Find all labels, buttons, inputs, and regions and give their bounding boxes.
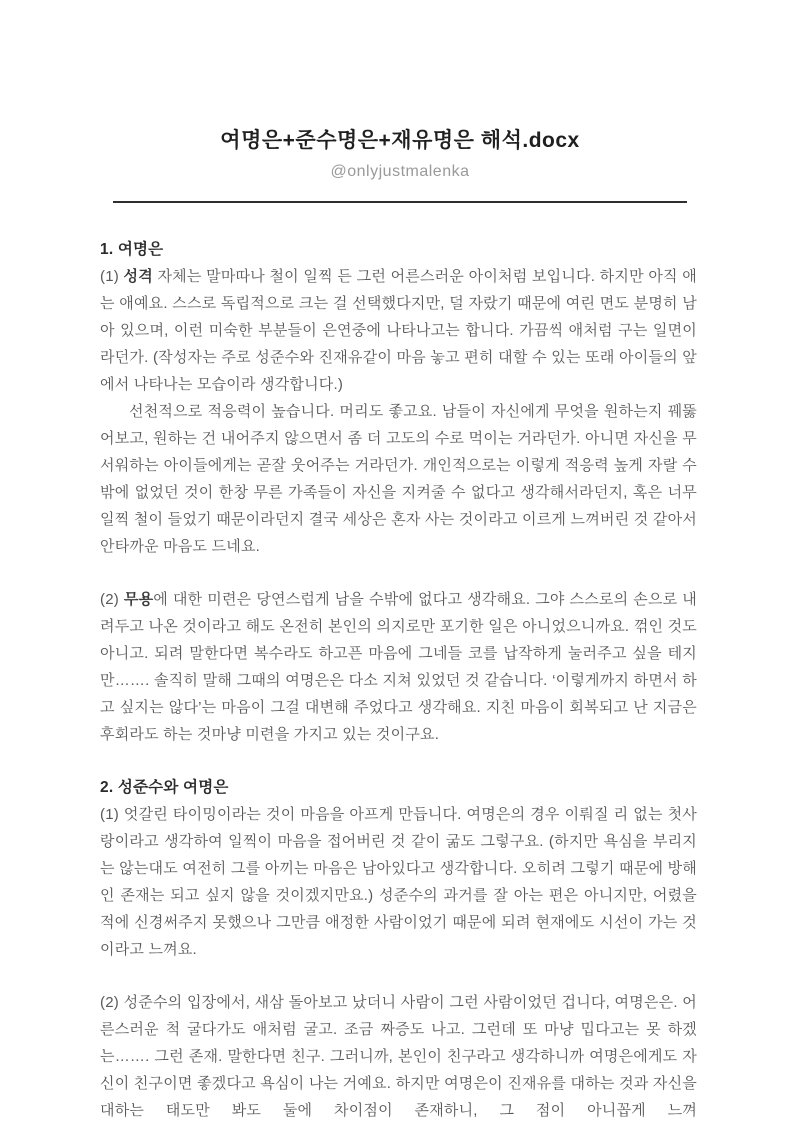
section-1-paragraph-1-continuation: 선천적으로 적응력이 높습니다. 머리도 좋고요. 남들이 자신에게 무엇을 원하는지 꿰뚫어보고, 원하는 건 내어주지 않으면서 좀 더 고도의 수로 먹이는 거라던가. 아니면 자신을 무서워하는 아이들에게는 곧잘 웃어주는 거라던가. 개인적으로는 이렇게 적응력 높게 자랄 수밖에 없었던 것이 한창 무른 가족들이 자신을 지켜줄 수 없다고 생각해서라던지, 혹은 너무 일찍 철이 들었기 때문이라던지 결국 세상은 혼자 사는 것이라고 이르게 느껴버린 것 같아서 안타까운 마음도 드네요. [100, 403, 697, 555]
paragraph-label: (1) [100, 268, 124, 285]
section-2-heading: 2. 성준수와 여명은 [100, 779, 229, 796]
section-1-heading: 1. 여명은 [100, 241, 164, 258]
document-body [100, 236, 697, 1124]
section-seongjunsu-yeomyeongeun [100, 774, 697, 1124]
document-header [0, 0, 800, 203]
bold-term-dance: 무용 [123, 591, 154, 608]
section-1-paragraph-1 [100, 263, 697, 398]
paragraph-label: (2) [100, 591, 124, 608]
section-2-paragraph-2 [100, 989, 697, 1124]
paragraph-label: (2) [100, 994, 124, 1011]
bold-term-personality: 성격 [123, 268, 153, 285]
paragraph-text: 엇갈린 타이밍이라는 것이 마음을 아프게 만듭니다. 여명은의 경우 이뤄질 리 없는 첫사랑이라고 생각하여 일찍이 마음을 접어버린 것 같이 굶도 그렇구요. (하지만 욕심을 부리지는 않는대도 여전히 그를 아끼는 마음은 남아있다고 생각합니다. 오히려 그렇기 때문에 방해인 존재는 되고 싶지 않을 것이겠지만요.) 성준수의 과거를 잘 아는 편은 아니지만, 어렸을 적에 신경써주지 못했으나 그만큼 애정한 사람이었기 때문에 되려 현재에도 시선이 가는 것이라고 느껴요. [100, 806, 697, 958]
section-1-paragraph-2 [100, 586, 697, 748]
paragraph-text: 자체는 말마따나 철이 일찍 든 그런 어른스러운 아이처럼 보입니다. 하지만 아직 애는 애예요. 스스로 독립적으로 크는 걸 선택했다지만, 덜 자랐기 때문에 여린 면도 분명히 남아 있으며, 이런 미숙한 부분들이 은연중에 나타나고는 합니다. 가끔씩 애처럼 구는 일면이라던가. (작성자는 주로 성준수와 진재유같이 마음 놓고 편히 대할 수 있는 또래 아이들의 앞에서 나타나는 모습이라 생각합니다.) [100, 268, 697, 393]
paragraph-label: (1) [100, 806, 124, 823]
divider-rule [113, 201, 687, 203]
paragraph-text: 성준수의 입장에서, 새삼 돌아보고 났더니 사람이 그런 사람이었던 겁니다, 여명은은. 어른스러운 척 굴다가도 애처럼 굴고. 조금 짜증도 나고. 그런데 또 마냥 밉다고는 못 하겠는……. 그런 존재. 말한다면 친구. 그러니까, 본인이 친구라고 생각하니까 여명은에게도 자신이 친구이면 좋겠다고 욕심이 나는 거예요. 하지만 여명은이 진재유를 대하는 것과 자신을 대하는 태도만 봐도 둘에 차이점이 존재하니, 그 점이 아니꼽게 느껴 [100, 994, 697, 1119]
paragraph-text: 에 대한 미련은 당연스럽게 남을 수밖에 없다고 생각해요. 그야 스스로의 손으로 내려두고 나온 것이라고 해도 온전히 본인의 의지로만 포기한 일은 아니었으니까요. 꺾인 것도 아니고. 되려 말한다면 복수라도 하고픈 마음에 그네들 코를 납작하게 눌러주고 싶을 테지만……. 솔직히 말해 그때의 여명은은 다소 지쳐 있었던 것 같습니다. ‘이렇게까지 하면서 하고 싶지는 않다’는 마음이 그걸 대변해 주었다고 생각해요. 지친 마음이 회복되고 난 지금은 후회라도 하는 것마냥 미련을 가지고 있는 것이구요. [100, 591, 697, 743]
document-title: 여명은+준수명은+재유명은 해석.docx [220, 129, 580, 152]
section-yeomyeongeun [100, 236, 697, 748]
author-handle: @onlyjustmalenka [330, 163, 470, 180]
section-2-paragraph-1 [100, 801, 697, 963]
